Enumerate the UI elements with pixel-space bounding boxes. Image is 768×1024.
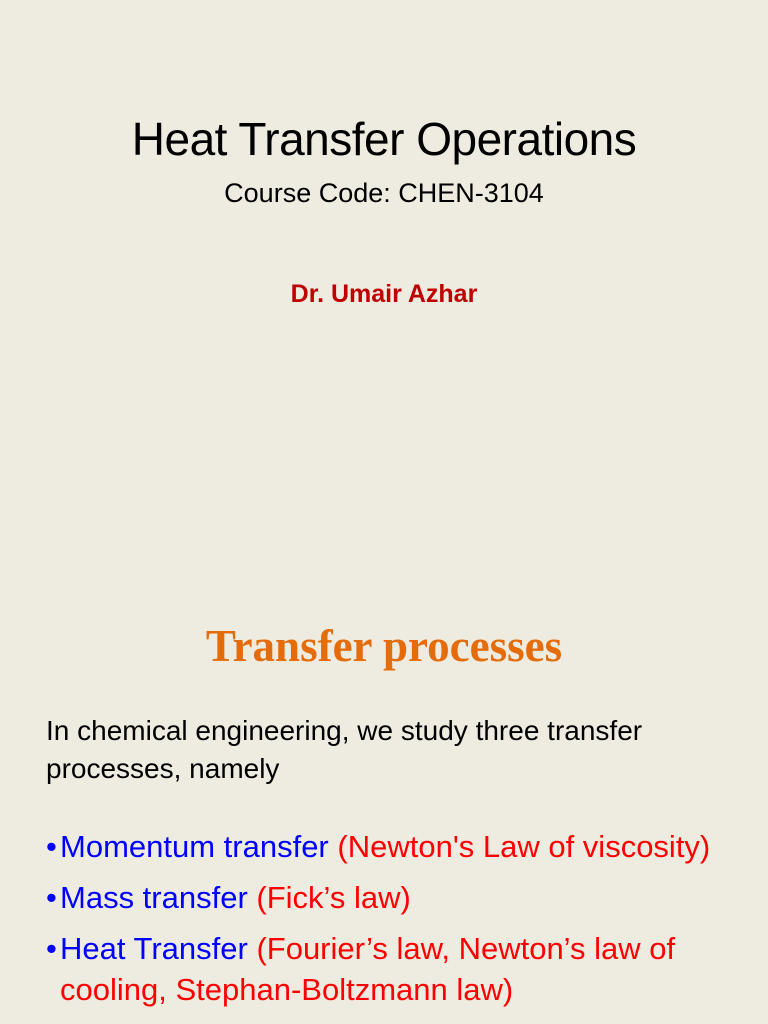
process-law: (Fick’s law) (256, 880, 411, 915)
process-law: (Newton's Law of viscosity) (337, 829, 711, 864)
bullet-icon: • (46, 829, 57, 864)
list-item (46, 877, 736, 918)
author-name: Dr. Umair Azhar (290, 280, 478, 308)
course-code: Course Code: CHEN-3104 (224, 178, 544, 208)
process-name: Momentum transfer (60, 829, 329, 864)
process-name: Mass transfer (60, 880, 248, 915)
intro-paragraph: In chemical engineering, we study three transfer processes, namely (46, 715, 643, 784)
bullet-icon: • (46, 880, 57, 915)
content-slide (0, 560, 768, 1024)
process-law: (Fourier’s law, Newton’s law of cooling, Stephan-Boltzmann law) (60, 931, 676, 1007)
list-item (46, 826, 736, 867)
process-name: Heat Transfer (60, 931, 248, 966)
section-heading: Transfer processes (205, 621, 563, 671)
transfer-process-list (46, 826, 736, 1020)
slide-title: Heat Transfer Operations (131, 113, 637, 165)
list-item (46, 928, 736, 1010)
bullet-icon: • (46, 931, 57, 966)
